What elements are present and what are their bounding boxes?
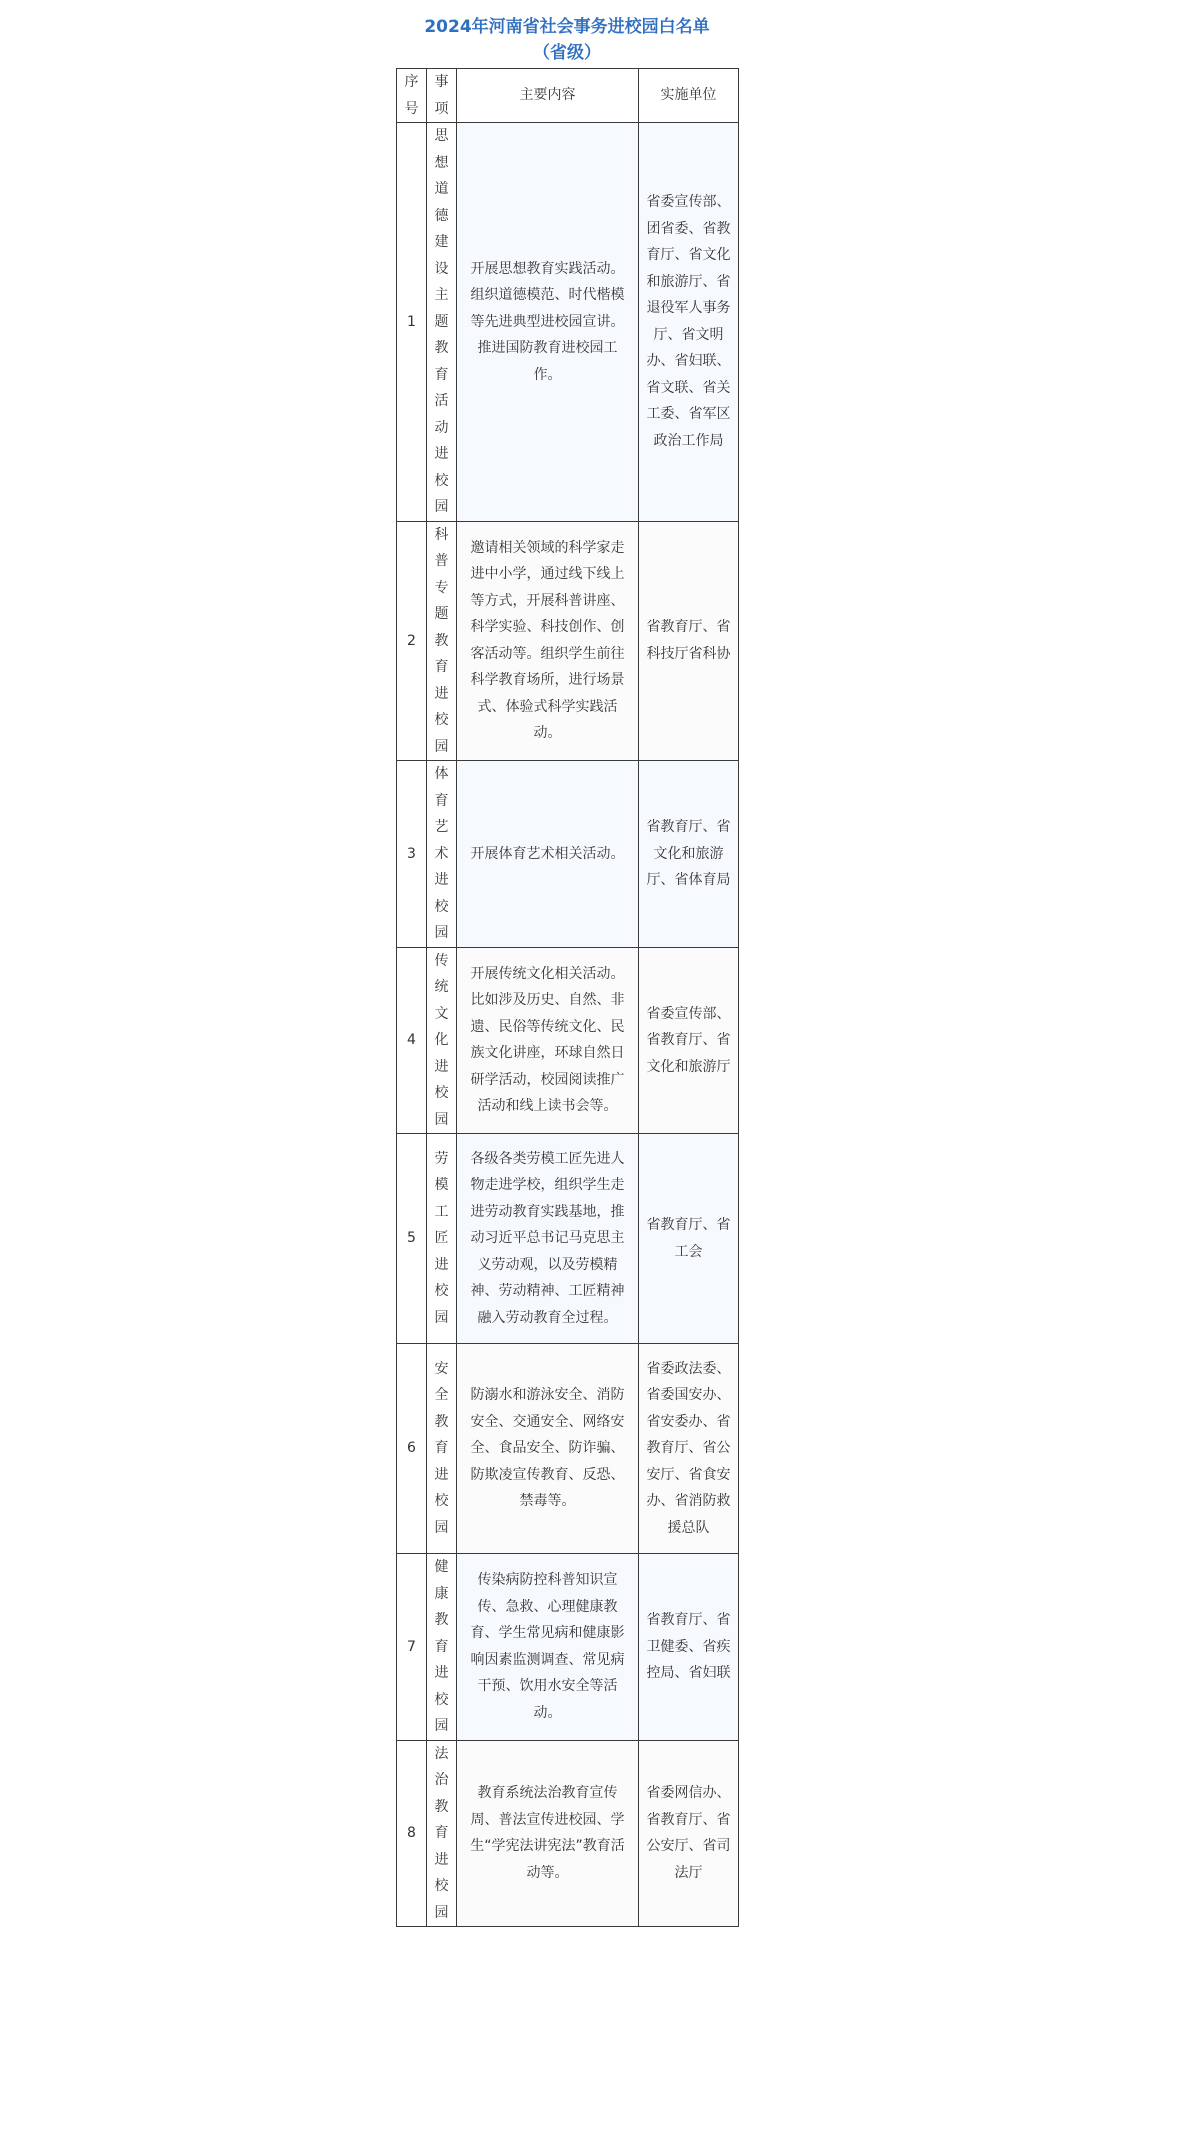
header-no: 序号: [397, 69, 427, 123]
row-content-text: 开展传统文化相关活动。比如涉及历史、自然、非遗、民俗等传统文化、民族文化讲座，环球自然日研学活动，校园阅读推广活动和线上读书会等。: [470, 965, 625, 1115]
row-number: 3: [397, 761, 427, 948]
row-item-text: 思想道德建设主题教育活动进校园: [434, 128, 449, 515]
table-row: [397, 1344, 739, 1554]
row-number: 1: [397, 123, 427, 522]
row-item-text: 传统文化进校园: [434, 952, 449, 1128]
whitelist-table: [396, 68, 739, 1927]
row-item: [427, 1134, 457, 1344]
row-content-text: 防溺水和游泳安全、消防安全、交通安全、网络安全、食品安全、防诈骗、防欺凌宣传教育、反恐、禁毒等。: [470, 1387, 625, 1510]
row-item-text: 安全教育进校园: [434, 1360, 449, 1536]
row-number: 6: [397, 1344, 427, 1554]
header-content: 主要内容: [457, 69, 639, 123]
row-unit: [639, 1344, 739, 1554]
row-content: [457, 1134, 639, 1344]
row-content: [457, 521, 639, 761]
row-unit-text: 省教育厅、省工会: [646, 1217, 731, 1260]
row-content: [457, 1344, 639, 1554]
row-unit: [639, 1554, 739, 1741]
row-unit: [639, 1740, 739, 1927]
row-unit: [639, 123, 739, 522]
row-item-text: 劳模工匠进校园: [434, 1150, 449, 1326]
title-line-2: （省级）: [533, 43, 601, 63]
row-content: [457, 947, 639, 1134]
table-body: [397, 123, 739, 1927]
row-content-text: 邀请相关领域的科学家走进中小学，通过线下线上等方式，开展科普讲座、科学实验、科技创作、创客活动等。组织学生前往科学教育场所，进行场景式、体验式科学实践活动。: [470, 539, 625, 742]
row-number: 4: [397, 947, 427, 1134]
header-row: [397, 69, 739, 123]
row-unit-text: 省教育厅、省卫健委、省疾控局、省妇联: [646, 1612, 731, 1681]
table-row: [397, 761, 739, 948]
row-number: 5: [397, 1134, 427, 1344]
row-content-text: 教育系统法治教育宣传周、普法宣传进校园、学生“学宪法讲宪法”教育活动等。: [470, 1785, 625, 1881]
title-line-1: 2024年河南省社会事务进校园白名单: [424, 17, 710, 37]
row-number: 8: [397, 1740, 427, 1927]
row-content: [457, 761, 639, 948]
row-unit-text: 省教育厅、省文化和旅游厅、省体育局: [646, 819, 731, 888]
row-content-text: 各级各类劳模工匠先进人物走进学校，组织学生走进劳动教育实践基地，推动习近平总书记马克思主义劳动观，以及劳模精神、劳动精神、工匠精神融入劳动教育全过程。: [470, 1150, 625, 1326]
row-item-text: 体育艺术进校园: [434, 766, 449, 941]
row-unit: [639, 761, 739, 948]
row-item-text: 法治教育进校园: [434, 1745, 449, 1921]
table-row: [397, 123, 739, 522]
row-unit-text: 省委宣传部、省教育厅、省文化和旅游厅: [646, 1005, 731, 1075]
row-content: [457, 1740, 639, 1927]
row-number: 2: [397, 521, 427, 761]
row-item: [427, 123, 457, 522]
table-row: [397, 1134, 739, 1344]
row-item: [427, 1344, 457, 1554]
header-item: 事项: [427, 69, 457, 123]
table-row: [397, 1740, 739, 1927]
row-item: [427, 1740, 457, 1927]
row-item: [427, 761, 457, 948]
row-unit-text: 省委网信办、省教育厅、省公安厅、省司法厅: [646, 1785, 731, 1881]
document-title: [397, 14, 737, 66]
table-row: [397, 521, 739, 761]
row-content: [457, 1554, 639, 1741]
row-number: 7: [397, 1554, 427, 1741]
header-unit: 实施单位: [639, 69, 739, 123]
row-item: [427, 1554, 457, 1741]
row-content-text: 传染病防控科普知识宣传、急救、心理健康教育、学生常见病和健康影响因素监测调查、常见病干预、饮用水安全等活动。: [470, 1572, 625, 1721]
row-unit: [639, 521, 739, 761]
row-unit-text: 省教育厅、省科技厅省科协: [646, 619, 731, 662]
table-header: [397, 69, 739, 123]
row-content: [457, 123, 639, 522]
row-content-text: 开展思想教育实践活动。组织道德模范、时代楷模等先进典型进校园宣讲。推进国防教育进校园工作。: [470, 260, 625, 383]
row-item: [427, 521, 457, 761]
row-unit: [639, 1134, 739, 1344]
table-row: [397, 947, 739, 1134]
table-row: [397, 1554, 739, 1741]
row-unit-text: 省委政法委、省委国安办、省安委办、省教育厅、省公安厅、省食安办、省消防救援总队: [646, 1360, 731, 1536]
row-item-text: 科普专题教育进校园: [434, 526, 449, 755]
row-item-text: 健康教育进校园: [434, 1559, 449, 1734]
whitelist-table-wrapper: [396, 68, 738, 1927]
row-content-text: 开展体育艺术相关活动。: [470, 845, 625, 862]
row-unit: [639, 947, 739, 1134]
row-unit-text: 省委宣传部、团省委、省教育厅、省文化和旅游厅、省退役军人事务厅、省文明办、省妇联、省文联、省关工委、省军区政治工作局: [646, 194, 731, 449]
row-item: [427, 947, 457, 1134]
